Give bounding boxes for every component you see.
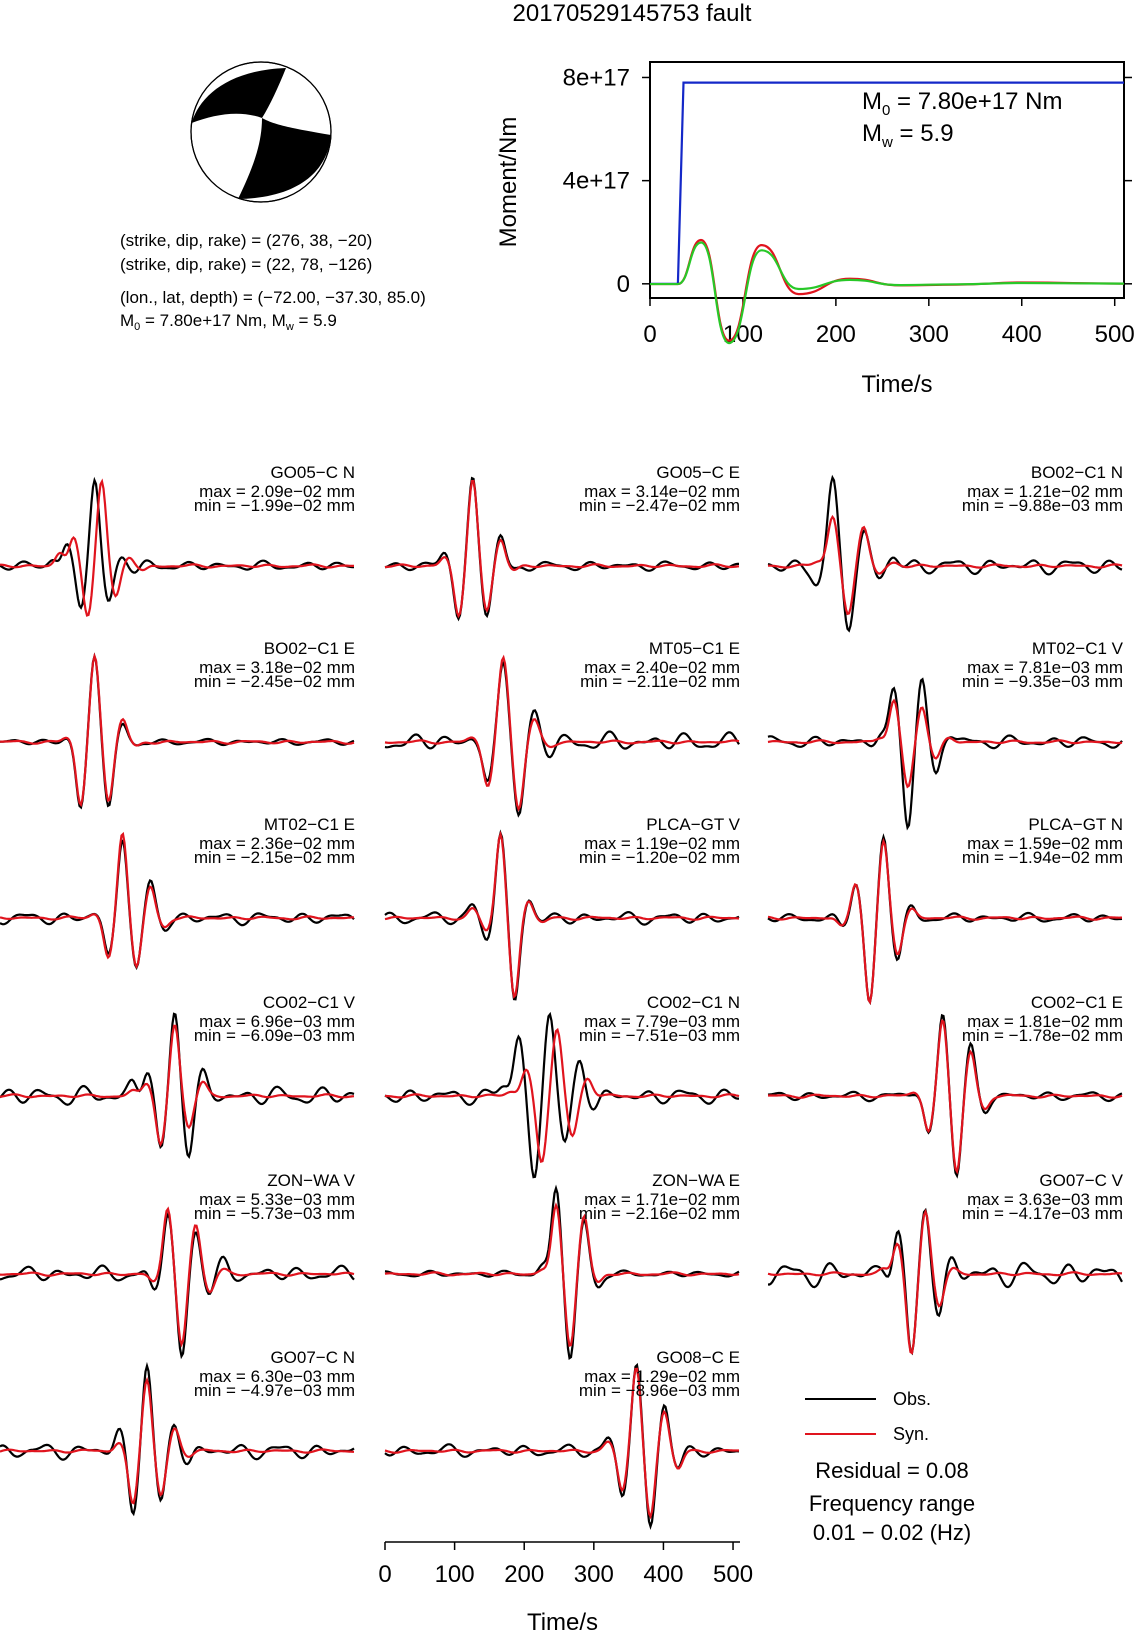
beach-ball-icon (191, 62, 331, 202)
station-label: ZON−WA E (652, 1171, 740, 1190)
waveform-panel (385, 815, 741, 999)
max-amplitude: max = 1.21e−02 mm (967, 482, 1123, 501)
nodal-plane-2: (strike, dip, rake) = (22, 78, −126) (120, 255, 373, 274)
moment-series-2 (650, 243, 1124, 344)
waveform-panel (385, 1171, 740, 1358)
waveform-panel (0, 1171, 356, 1356)
min-amplitude: min = −2.15e−02 mm (193, 848, 355, 867)
waveform-panel (385, 463, 740, 619)
min-amplitude: min = −8.96e−03 mm (578, 1381, 740, 1400)
moment-x-tick-label: 200 (815, 321, 856, 348)
moment-x-tick-label: 500 (1094, 321, 1135, 348)
max-amplitude: max = 3.18e−02 mm (199, 658, 355, 677)
max-amplitude: max = 7.79e−03 mm (584, 1012, 740, 1031)
max-amplitude: max = 1.71e−02 mm (584, 1190, 740, 1209)
max-amplitude: max = 2.36e−02 mm (199, 834, 355, 853)
moment-y-tick-label: 8e+17 (562, 64, 630, 92)
frequency-value: 0.01 − 0.02 (Hz) (812, 1520, 972, 1545)
station-label: MT02−C1 E (263, 815, 355, 834)
bottom-x-tick-label: 300 (573, 1561, 614, 1588)
station-label: BO02−C1 E (263, 639, 355, 658)
waveform-panel (0, 639, 355, 807)
min-amplitude: min = −1.78e−02 mm (961, 1026, 1123, 1045)
bottom-x-tick-label: 100 (434, 1561, 475, 1588)
max-amplitude: max = 6.30e−03 mm (199, 1367, 355, 1386)
waveform-grid (0, 463, 1124, 1526)
bottom-x-tick-label: 0 (378, 1561, 392, 1588)
waveform-panel (385, 993, 740, 1177)
min-amplitude: min = −4.97e−03 mm (193, 1381, 355, 1400)
waveform-panel (0, 815, 355, 968)
moment-y-tick-label: 0 (616, 270, 630, 298)
station-label: GO07−C V (1039, 1171, 1123, 1190)
max-amplitude: max = 1.19e−02 mm (584, 834, 740, 853)
synthetic-trace (385, 1205, 739, 1345)
station-label: GO05−C E (656, 463, 740, 482)
max-amplitude: max = 2.09e−02 mm (199, 482, 355, 501)
max-amplitude: max = 1.29e−02 mm (584, 1367, 740, 1386)
min-amplitude: min = −2.47e−02 mm (578, 496, 740, 515)
station-label: GO07−C N (270, 1348, 355, 1367)
moment-mw: $M_w = 5.9$ (862, 120, 954, 151)
moment-y-label: Moment/Nm (495, 116, 522, 248)
moment-m0: $M_0 = 7.80e+17$ Nm (862, 88, 1063, 119)
station-label: GO05−C N (270, 463, 355, 482)
bottom-x-tick-label: 200 (504, 1561, 545, 1588)
nodal-plane-1: (strike, dip, rake) = (276, 38, −20) (120, 231, 373, 250)
max-amplitude: max = 3.14e−02 mm (584, 482, 740, 501)
station-label: PLCA−GT N (1028, 815, 1123, 834)
min-amplitude: min = −7.51e−03 mm (578, 1026, 740, 1045)
waveform-panel (768, 463, 1123, 631)
legend (805, 1389, 931, 1444)
station-label: CO02−C1 E (1030, 993, 1123, 1012)
frequency-label: Frequency range (808, 1491, 976, 1516)
max-amplitude: max = 1.59e−02 mm (967, 834, 1123, 853)
min-amplitude: min = −1.99e−02 mm (193, 496, 355, 515)
waveform-time-axis (378, 1542, 753, 1636)
waveform-panel (0, 463, 355, 615)
waveform-panel (768, 639, 1124, 828)
moment-x-tick-label: 0 (643, 321, 657, 348)
residual-text: Residual = 0.08 (815, 1458, 969, 1483)
waveform-panel (768, 815, 1123, 1002)
min-amplitude: min = −2.45e−02 mm (193, 672, 355, 691)
bottom-x-tick-label: 500 (713, 1561, 754, 1588)
min-amplitude: min = −1.94e−02 mm (961, 848, 1123, 867)
station-label: CO02−C1 N (646, 993, 740, 1012)
location-text: (lon., lat, depth) = (−72.00, −37.30, 85.0) (120, 288, 426, 307)
max-amplitude: max = 1.81e−02 mm (967, 1012, 1123, 1031)
min-amplitude: min = −4.17e−03 mm (961, 1204, 1123, 1223)
bottom-x-tick-label: 400 (643, 1561, 684, 1588)
legend-obs-label: Obs. (893, 1389, 932, 1409)
waveform-panel (768, 993, 1123, 1176)
moment-x-label: Time/s (861, 371, 933, 398)
legend-syn-label: Syn. (893, 1424, 930, 1444)
figure-title: 20170529145753 fault (512, 0, 752, 27)
min-amplitude: min = −6.09e−03 mm (193, 1026, 355, 1045)
station-label: PLCA−GT V (646, 815, 740, 834)
observed-trace (768, 679, 1122, 827)
max-amplitude: max = 7.81e−03 mm (967, 658, 1123, 677)
station-label: GO08−C E (656, 1348, 740, 1367)
observed-trace (768, 1210, 1122, 1353)
synthetic-trace (385, 1030, 739, 1162)
min-amplitude: min = −9.88e−03 mm (961, 496, 1123, 515)
waveform-panel (768, 1171, 1124, 1353)
moment-text: $M_0 = 7.80e+17$ Nm, $M_w = 5.9$ (120, 311, 337, 333)
bottom-x-label: Time/s (526, 1609, 599, 1636)
min-amplitude: min = −9.35e−03 mm (961, 672, 1123, 691)
max-amplitude: max = 3.63e−03 mm (967, 1190, 1123, 1209)
waveform-panel (0, 1348, 355, 1514)
waveform-panel (385, 1348, 740, 1526)
synthetic-trace (768, 517, 1122, 614)
station-label: ZON−WA V (267, 1171, 355, 1190)
max-amplitude: max = 2.40e−02 mm (584, 658, 740, 677)
moment-x-tick-label: 100 (722, 321, 763, 348)
max-amplitude: max = 5.33e−03 mm (199, 1190, 355, 1209)
max-amplitude: max = 6.96e−03 mm (199, 1012, 355, 1031)
min-amplitude: min = −2.11e−02 mm (580, 672, 740, 691)
moment-y-tick-label: 4e+17 (562, 167, 630, 195)
station-label: BO02−C1 N (1030, 463, 1123, 482)
moment-x-tick-label: 400 (1001, 321, 1042, 348)
min-amplitude: min = −2.16e−02 mm (578, 1204, 740, 1223)
observed-trace (0, 1214, 354, 1356)
synthetic-trace (768, 1212, 1122, 1353)
station-label: CO02−C1 V (262, 993, 355, 1012)
waveform-panel (385, 639, 740, 815)
waveform-panel (0, 993, 356, 1157)
station-label: MT02−C1 V (1031, 639, 1123, 658)
min-amplitude: min = −5.73e−03 mm (193, 1204, 355, 1223)
moment-x-tick-label: 300 (908, 321, 949, 348)
station-label: MT05−C1 E (648, 639, 740, 658)
min-amplitude: min = −1.20e−02 mm (578, 848, 740, 867)
